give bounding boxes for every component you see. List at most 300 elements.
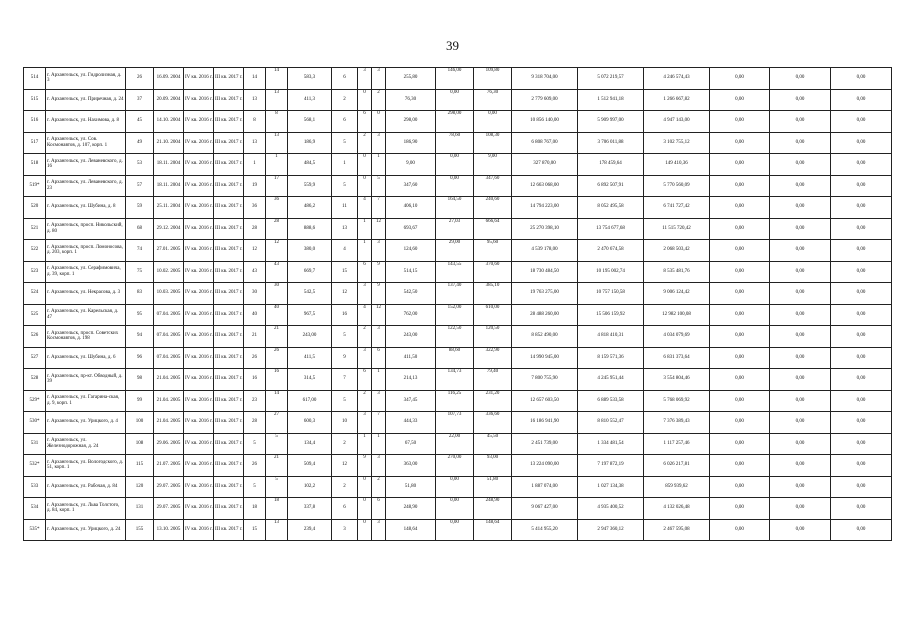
cell-c11: 8 159 571,36: [578, 347, 644, 369]
cell-date: 27.01. 2005: [154, 240, 184, 262]
cell-c13: 0,00: [710, 175, 770, 197]
cell-date: 13.10. 2005: [154, 519, 184, 541]
cell-c9: [474, 261, 512, 283]
cell-c8: [436, 433, 474, 455]
cell-c15: 0,00: [831, 68, 892, 90]
cell-c4: 15: [332, 261, 358, 283]
cell-c12: 859 939,62: [644, 476, 710, 498]
cell-n: 532*: [24, 455, 46, 477]
cell-c6: [372, 68, 386, 90]
cell-c12: 4 246 574,43: [644, 68, 710, 90]
cell-c9: [474, 347, 512, 369]
cell-n: 519*: [24, 175, 46, 197]
cell-c11: 1 027 134,38: [578, 476, 644, 498]
table-row: [24, 390, 892, 412]
cell-area: 484,5: [288, 154, 332, 176]
cell-c13: 0,00: [710, 519, 770, 541]
cell-value: 134,73: [447, 369, 462, 375]
cell-c13: 0,00: [710, 347, 770, 369]
cell-c15: 0,00: [831, 261, 892, 283]
cell-c2: [266, 111, 288, 133]
cell-c11: 178 459,64: [578, 154, 644, 176]
cell-c7: 243,00: [386, 326, 436, 348]
cell-value: 13: [274, 89, 279, 95]
cell-c8: [436, 175, 474, 197]
cell-value: 1: [275, 154, 278, 160]
cell-c10: 28 488 260,00: [512, 304, 578, 326]
cell-c5: [358, 89, 372, 111]
cell-c9: [474, 68, 512, 90]
cell-c8: [436, 369, 474, 391]
cell-c9: [474, 369, 512, 391]
cell-value: 8: [275, 111, 278, 117]
cell-value: 610,00: [485, 304, 500, 310]
cell-value: 370,60: [485, 261, 500, 267]
cell-date: 29.07. 2005: [154, 498, 184, 520]
cell-value: 51,80: [486, 476, 499, 482]
cell-c11: 2 470 674,58: [578, 240, 644, 262]
cell-c2: [266, 455, 288, 477]
cell-c5: [358, 68, 372, 90]
cell-c5: [358, 412, 372, 434]
cell-c7: 693,67: [386, 218, 436, 240]
cell-c6: [372, 111, 386, 133]
cell-c6: [372, 369, 386, 391]
cell-c13: 0,00: [710, 390, 770, 412]
cell-addr: г. Архангельск, ул. Шубина, д. 6: [46, 347, 126, 369]
cell-value: 2: [377, 476, 380, 482]
cell-date: 29.12. 2004: [154, 218, 184, 240]
cell-q2: III кв. 2017 г.: [214, 89, 244, 111]
cell-c12: 8 535 481,76: [644, 261, 710, 283]
cell-area: 617,00: [288, 390, 332, 412]
cell-value: 122,50: [447, 326, 462, 332]
cell-area: 542,5: [288, 283, 332, 305]
cell-c13: 0,00: [710, 261, 770, 283]
cell-value: 0,00: [450, 476, 459, 482]
cell-q2: III кв. 2017 г.: [214, 326, 244, 348]
cell-value: 95,60: [486, 240, 499, 246]
cell-year: 49: [126, 132, 154, 154]
cell-c5: [358, 498, 372, 520]
cell-c11: 1 512 941,18: [578, 89, 644, 111]
cell-c14: 0,00: [770, 175, 831, 197]
cell-c4: 5: [332, 326, 358, 348]
cell-c8: [436, 89, 474, 111]
cell-c11: 10 757 150,58: [578, 283, 644, 305]
cell-c10: 16 186 941,90: [512, 412, 578, 434]
cell-c15: 0,00: [831, 132, 892, 154]
cell-c9: [474, 154, 512, 176]
cell-value: 7: [377, 412, 380, 418]
cell-year: 59: [126, 197, 154, 219]
cell-c15: 0,00: [831, 175, 892, 197]
cell-q2: III кв. 2017 г.: [214, 347, 244, 369]
cell-c15: 0,00: [831, 89, 892, 111]
cell-c2: [266, 218, 288, 240]
cell-q2: III кв. 2017 г.: [214, 154, 244, 176]
cell-c10: 14 794 223,00: [512, 197, 578, 219]
cell-year: 155: [126, 519, 154, 541]
cell-value: 143,55: [447, 261, 462, 267]
cell-c6: [372, 218, 386, 240]
cell-c2: [266, 175, 288, 197]
cell-value: 29,00: [448, 240, 461, 246]
cell-c15: 0,00: [831, 476, 892, 498]
cell-c1: 26: [244, 455, 266, 477]
cell-value: 336,60: [485, 412, 500, 418]
cell-q1: IV кв. 2016 г.: [184, 476, 214, 498]
cell-c11: 15 506 159,92: [578, 304, 644, 326]
table-row: [24, 89, 892, 111]
cell-c7: 298,00: [386, 111, 436, 133]
cell-c14: 0,00: [770, 132, 831, 154]
cell-c12: 4 132 026,48: [644, 498, 710, 520]
cell-q2: III кв. 2017 г.: [214, 304, 244, 326]
cell-c9: [474, 240, 512, 262]
cell-c1: 18: [244, 498, 266, 520]
cell-c6: [372, 304, 386, 326]
cell-c1: 26: [244, 347, 266, 369]
cell-date: 29.07. 2005: [154, 476, 184, 498]
cell-c12: 7 376 389,43: [644, 412, 710, 434]
cell-c2: [266, 240, 288, 262]
cell-c11: 1 334 481,54: [578, 433, 644, 455]
cell-c4: 11: [332, 197, 358, 219]
cell-q2: III кв. 2017 г.: [214, 132, 244, 154]
cell-c14: 0,00: [770, 433, 831, 455]
cell-addr: г. Архангельск, ул. Урицкого, д. 4: [46, 412, 126, 434]
cell-n: 524: [24, 283, 46, 305]
cell-area: 134,4: [288, 433, 332, 455]
table-row: [24, 498, 892, 520]
cell-c10: 12 657 603,50: [512, 390, 578, 412]
cell-value: 0,00: [450, 498, 459, 504]
cell-c2: [266, 132, 288, 154]
cell-c6: [372, 326, 386, 348]
cell-c7: 255,80: [386, 68, 436, 90]
cell-c4: 9: [332, 347, 358, 369]
cell-q1: IV кв. 2016 г.: [184, 347, 214, 369]
cell-c10: 327 870,00: [512, 154, 578, 176]
cell-c8: [436, 476, 474, 498]
cell-c14: 0,00: [770, 455, 831, 477]
cell-addr: г. Архангельск, просп. Никольский, д. 80: [46, 218, 126, 240]
cell-c7: 363,00: [386, 455, 436, 477]
cell-q1: IV кв. 2016 г.: [184, 433, 214, 455]
cell-q1: IV кв. 2016 г.: [184, 412, 214, 434]
cell-c13: 0,00: [710, 68, 770, 90]
cell-value: 76,30: [486, 89, 499, 95]
cell-q2: III кв. 2017 г.: [214, 175, 244, 197]
cell-c10: 2 451 739,00: [512, 433, 578, 455]
cell-c2: [266, 89, 288, 111]
cell-value: 79,40: [486, 369, 499, 375]
cell-c15: 0,00: [831, 498, 892, 520]
cell-c10: 19 763 275,00: [512, 283, 578, 305]
cell-c6: [372, 283, 386, 305]
cell-value: 3: [377, 132, 380, 138]
cell-c7: 76,30: [386, 89, 436, 111]
cell-q1: IV кв. 2016 г.: [184, 283, 214, 305]
cell-c10: 6 808 767,00: [512, 132, 578, 154]
cell-year: 45: [126, 111, 154, 133]
table-row: [24, 175, 892, 197]
cell-year: 115: [126, 455, 154, 477]
cell-c7: 411,50: [386, 347, 436, 369]
page-number: 39: [446, 38, 459, 53]
cell-value: 88,60: [448, 347, 461, 353]
cell-c15: 0,00: [831, 283, 892, 305]
cell-c13: 0,00: [710, 433, 770, 455]
cell-c1: 36: [244, 197, 266, 219]
cell-c4: 4: [332, 240, 358, 262]
cell-n: 514: [24, 68, 46, 90]
cell-c7: 51,80: [386, 476, 436, 498]
cell-addr: г. Архангельск, ул. Урицкого, д. 24: [46, 519, 126, 541]
cell-c15: 0,00: [831, 433, 892, 455]
cell-date: 10.03. 2005: [154, 283, 184, 305]
cell-c14: 0,00: [770, 304, 831, 326]
cell-q2: III кв. 2017 г.: [214, 412, 244, 434]
cell-area: 186,9: [288, 132, 332, 154]
cell-year: 95: [126, 304, 154, 326]
cell-c8: [436, 304, 474, 326]
cell-date: 16.09. 2004: [154, 68, 184, 90]
cell-addr: г. Архангельск, просп. Советских Космонавтов, д. 198: [46, 326, 126, 348]
cell-q1: IV кв. 2016 г.: [184, 132, 214, 154]
cell-c5: [358, 519, 372, 541]
cell-q2: III кв. 2017 г.: [214, 369, 244, 391]
cell-c9: [474, 89, 512, 111]
cell-value: 3: [377, 455, 380, 461]
cell-c7: 347,60: [386, 175, 436, 197]
cell-c7: 214,13: [386, 369, 436, 391]
cell-q2: III кв. 2017 г.: [214, 476, 244, 498]
table-row: [24, 476, 892, 498]
cell-n: 517: [24, 132, 46, 154]
cell-c7: 9,00: [386, 154, 436, 176]
cell-c11: 5 072 219,57: [578, 68, 644, 90]
cell-q1: IV кв. 2016 г.: [184, 197, 214, 219]
cell-year: 98: [126, 369, 154, 391]
cell-c6: [372, 347, 386, 369]
cell-value: 120,50: [485, 326, 500, 332]
cell-c4: 5: [332, 175, 358, 197]
cell-q1: IV кв. 2016 г.: [184, 218, 214, 240]
cell-q1: IV кв. 2016 г.: [184, 175, 214, 197]
cell-c14: 0,00: [770, 412, 831, 434]
cell-c6: [372, 89, 386, 111]
cell-value: 164,50: [447, 197, 462, 203]
cell-c15: 0,00: [831, 412, 892, 434]
cell-date: 21.04. 2005: [154, 369, 184, 391]
cell-value: 2: [363, 326, 366, 332]
cell-c7: 124,60: [386, 240, 436, 262]
cell-c12: 1 117 257,46: [644, 433, 710, 455]
cell-c2: [266, 390, 288, 412]
cell-c14: 0,00: [770, 283, 831, 305]
cell-q1: IV кв. 2016 г.: [184, 326, 214, 348]
cell-n: 522: [24, 240, 46, 262]
table-row: [24, 132, 892, 154]
cell-c10: 9 318 704,00: [512, 68, 578, 90]
cell-c2: [266, 498, 288, 520]
cell-c11: 10 195 002,74: [578, 261, 644, 283]
cell-c13: 0,00: [710, 412, 770, 434]
cell-addr: г. Архангельск, ул. Гагарина-ская, д. 9, корп. 1: [46, 390, 126, 412]
cell-value: 1: [377, 369, 380, 375]
cell-c10: 1 887 074,00: [512, 476, 578, 498]
cell-value: 107,73: [447, 412, 462, 418]
cell-q1: IV кв. 2016 г.: [184, 498, 214, 520]
cell-value: 148,64: [485, 519, 500, 525]
table-row: [24, 369, 892, 391]
cell-c12: 6 741 727,42: [644, 197, 710, 219]
cell-c1: 19: [244, 175, 266, 197]
cell-area: 509,4: [288, 455, 332, 477]
cell-c2: [266, 261, 288, 283]
cell-c8: [436, 111, 474, 133]
cell-value: 1: [363, 218, 366, 224]
cell-c15: 0,00: [831, 111, 892, 133]
cell-date: 20.09. 2004: [154, 89, 184, 111]
cell-n: 529*: [24, 390, 46, 412]
cell-value: 3: [377, 390, 380, 396]
cell-n: 528: [24, 369, 46, 391]
cell-n: 523: [24, 261, 46, 283]
cell-value: 22,00: [448, 433, 461, 439]
cell-c6: [372, 261, 386, 283]
cell-c7: 148,64: [386, 519, 436, 541]
cell-value: 0: [363, 519, 366, 525]
cell-c6: [372, 519, 386, 541]
cell-q1: IV кв. 2016 г.: [184, 89, 214, 111]
cell-c11: 6 892 507,91: [578, 175, 644, 197]
cell-c13: 0,00: [710, 498, 770, 520]
cell-c11: 4 818 410,31: [578, 326, 644, 348]
cell-addr: г. Архангельск, ул. Сов. Космонавтов, д. 107, корп. 1: [46, 132, 126, 154]
cell-c15: 0,00: [831, 455, 892, 477]
cell-value: 2: [363, 390, 366, 396]
cell-value: 3: [363, 412, 366, 418]
cell-c15: 0,00: [831, 240, 892, 262]
cell-value: 6: [363, 261, 366, 267]
cell-date: 18.11. 2004: [154, 175, 184, 197]
cell-c9: [474, 390, 512, 412]
cell-c1: 1: [244, 154, 266, 176]
cell-q2: III кв. 2017 г.: [214, 390, 244, 412]
cell-addr: г. Архангельск, ул. Нахимова, д. 8: [46, 111, 126, 133]
cell-area: 411,3: [288, 89, 332, 111]
cell-c13: 0,00: [710, 455, 770, 477]
cell-value: 137,40: [447, 283, 462, 289]
cell-c14: 0,00: [770, 476, 831, 498]
cell-date: 10.02. 2005: [154, 261, 184, 283]
cell-value: 109,80: [485, 68, 500, 74]
cell-c11: 8 810 552,47: [578, 412, 644, 434]
cell-c5: [358, 304, 372, 326]
cell-value: 27: [274, 412, 279, 418]
cell-value: 0: [363, 498, 366, 504]
cell-c8: [436, 154, 474, 176]
cell-c8: [436, 455, 474, 477]
cell-c13: 0,00: [710, 154, 770, 176]
cell-value: 0: [363, 476, 366, 482]
cell-n: 535*: [24, 519, 46, 541]
cell-q2: III кв. 2017 г.: [214, 197, 244, 219]
table-row: [24, 455, 892, 477]
cell-c14: 0,00: [770, 240, 831, 262]
table-row: [24, 218, 892, 240]
cell-value: 0,00: [450, 154, 459, 160]
cell-c11: 3 706 011,88: [578, 132, 644, 154]
cell-addr: г. Архангельск, ул. Леваневского, д. 23: [46, 175, 126, 197]
table-row: [24, 347, 892, 369]
cell-c7: 67,50: [386, 433, 436, 455]
cell-value: 40: [274, 304, 279, 310]
cell-value: 12: [376, 218, 381, 224]
cell-year: 26: [126, 68, 154, 90]
cell-c1: 28: [244, 412, 266, 434]
cell-c8: [436, 326, 474, 348]
cell-c6: [372, 455, 386, 477]
cell-q2: III кв. 2017 г.: [214, 111, 244, 133]
cell-c2: [266, 197, 288, 219]
cell-c5: [358, 433, 372, 455]
cell-value: 108,30: [485, 132, 500, 138]
cell-c13: 0,00: [710, 304, 770, 326]
cell-n: 533: [24, 476, 46, 498]
cell-date: 14.10. 2004: [154, 111, 184, 133]
cell-q1: IV кв. 2016 г.: [184, 240, 214, 262]
cell-value: 3: [377, 68, 380, 74]
cell-addr: г. Архангельск, ул. Вологодского, д. 51, корп. 1: [46, 455, 126, 477]
cell-area: 669,7: [288, 261, 332, 283]
cell-c7: 406,10: [386, 197, 436, 219]
cell-q1: IV кв. 2016 г.: [184, 111, 214, 133]
cell-value: 43: [274, 261, 279, 267]
cell-c6: [372, 433, 386, 455]
cell-value: 3: [363, 68, 366, 74]
cell-c10: 7 800 755,90: [512, 369, 578, 391]
cell-c1: 5: [244, 433, 266, 455]
cell-c4: 2: [332, 476, 358, 498]
cell-c8: [436, 218, 474, 240]
cell-c13: 0,00: [710, 240, 770, 262]
cell-c9: [474, 197, 512, 219]
cell-value: 385,10: [485, 283, 500, 289]
cell-c5: [358, 455, 372, 477]
cell-value: 9: [363, 455, 366, 461]
cell-c6: [372, 197, 386, 219]
table-row: [24, 68, 892, 90]
cell-c14: 0,00: [770, 369, 831, 391]
cell-n: 531: [24, 433, 46, 455]
cell-c2: [266, 68, 288, 90]
cell-c12: 6 026 217,81: [644, 455, 710, 477]
cell-q2: III кв. 2017 г.: [214, 283, 244, 305]
cell-value: 1: [377, 154, 380, 160]
cell-c10: 10 856 140,00: [512, 111, 578, 133]
cell-addr: г. Архангельск, ул. Серафимовича, д. 39, корп. 1: [46, 261, 126, 283]
cell-c9: [474, 304, 512, 326]
cell-c6: [372, 132, 386, 154]
cell-c7: 542,50: [386, 283, 436, 305]
cell-c6: [372, 476, 386, 498]
cell-value: 78,60: [448, 132, 461, 138]
cell-c6: [372, 412, 386, 434]
